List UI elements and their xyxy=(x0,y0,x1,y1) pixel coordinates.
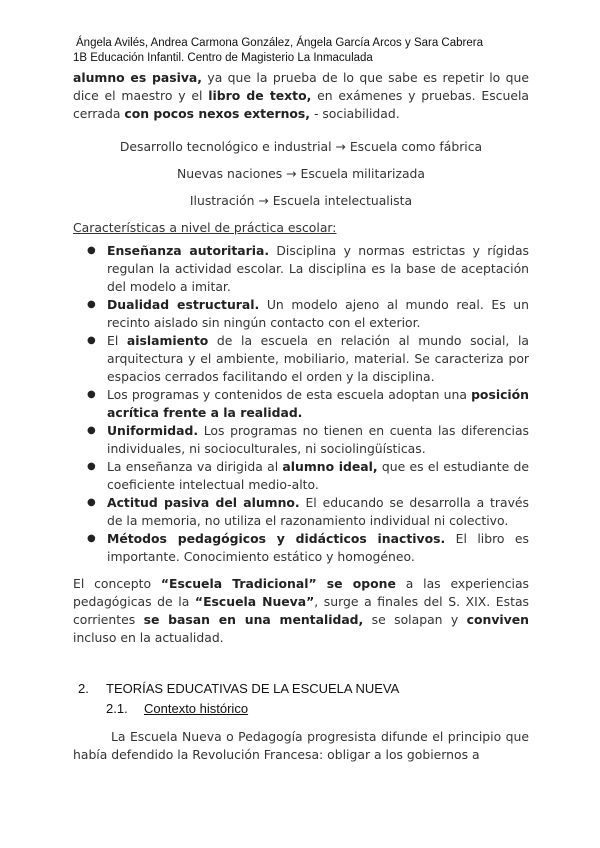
list-item: ● Los programas y contenidos de esta escuela adoptan una posición acrítica frente a la realidad. xyxy=(73,386,529,422)
intro-paragraph xyxy=(73,69,529,123)
section-title: TEORÍAS EDUCATIVAS DE LA ESCUELA NUEVA xyxy=(106,681,400,696)
intro-text-3: - sociabilidad. xyxy=(310,106,400,121)
intro-bold-3: con pocos nexos externos, xyxy=(124,106,310,121)
list-item: ● Actitud pasiva del alumno. El educando se desarrolla a través de la memoria, no utiliza el razonamiento individual ni colectivo. xyxy=(73,494,529,530)
characteristics-heading: Características a nivel de práctica escolar: xyxy=(73,220,337,235)
page-header xyxy=(73,36,483,66)
document-body xyxy=(73,69,529,647)
section-number: 2. xyxy=(78,681,89,696)
header-authors: Ángela Avilés, Andrea Carmona González, Ángela García Arcos y Sara Cabrera xyxy=(76,37,483,49)
subsection-title: Contexto histórico xyxy=(144,701,249,716)
header-course: 1B Educación Infantil. Centro de Magisterio La Inmaculada xyxy=(73,52,373,64)
list-item: ● El aislamiento de la escuela en relación al mundo social, la arquitectura y el ambiente, mobiliario, material. Se caracteriza por espacios cerrados facilitando el orden y la disciplina. xyxy=(73,332,529,386)
subsection-number: 2.1. xyxy=(106,701,128,716)
intro-bold-1: alumno es pasiva, xyxy=(73,70,202,85)
model-line: Nuevas naciones → Escuela militarizada xyxy=(176,166,426,181)
context-section xyxy=(73,728,529,764)
concept-paragraph: El concepto “Escuela Tradicional” se opone a las experiencias pedagógicas de la “Escuela Nueva”, surge a finales del S. XIX. Estas corrientes se basan en una mentalidad, se solapan y conviven incluso en la actualidad. xyxy=(73,576,529,645)
list-item: ● La enseñanza va dirigida al alumno ideal, que es el estudiante de coeficiente intelectual medio-alto. xyxy=(73,458,529,494)
list-item: ● Enseñanza autoritaria. Disciplina y normas estrictas y rígidas regulan la actividad escolar. La disciplina es la base de aceptación del modelo a imitar. xyxy=(73,242,529,296)
list-item: ● Dualidad estructural. Un modelo ajeno al mundo real. Es un recinto aislado sin ningún contacto con el exterior. xyxy=(73,296,529,332)
model-line: Desarrollo tecnológico e industrial → Escuela como fábrica xyxy=(119,139,483,154)
intro-text-1: ya que la prueba de lo que sabe es repetir lo que dice el maestro y el xyxy=(73,70,529,103)
intro-bold-2: libro de texto, xyxy=(208,88,312,103)
intro-text-2: en exámenes y pruebas. Escuela cerrada xyxy=(73,88,529,121)
context-paragraph: La Escuela Nueva o Pedagogía progresista difunde el principio que había defendido la Revolución Francesa: obligar a los gobiernos a xyxy=(73,729,529,762)
section-heading xyxy=(78,681,538,696)
characteristics-list xyxy=(73,242,529,566)
list-item: ● Uniformidad. Los programas no tienen en cuenta las diferencias individuales, ni socioculturales, ni sociolingüísticas. xyxy=(73,422,529,458)
list-item: ● Métodos pedagógicos y didácticos inactivos. El libro es importante. Conocimiento estático y homogéneo. xyxy=(73,530,529,566)
subsection-heading xyxy=(106,701,566,716)
model-line: Ilustración → Escuela intelectualista xyxy=(189,193,413,208)
